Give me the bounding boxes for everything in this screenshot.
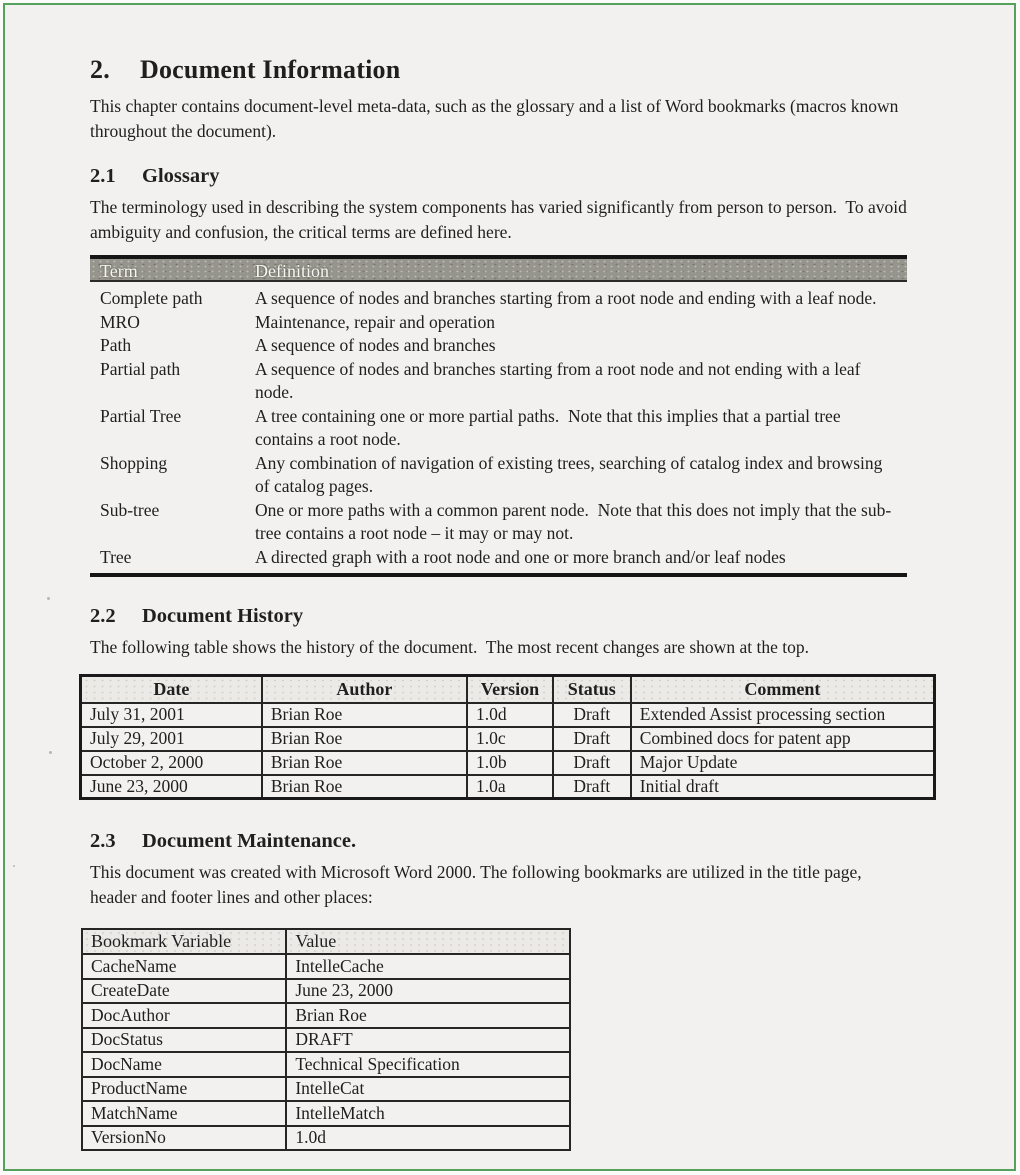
history-comment: Extended Assist processing section [631,703,935,727]
history-title: Document History [142,605,304,627]
history-comment: Major Update [631,751,935,775]
bookmark-row [82,1077,570,1102]
bookmark-header-row [82,929,570,954]
glossary-number: 2.1 [90,165,116,187]
bookmark-row [82,1028,570,1053]
maintenance-title: Document Maintenance. [142,830,357,852]
history-version: 1.0a [467,775,553,799]
glossary-term: Shopping [100,452,168,473]
glossary-row [90,452,907,499]
history-version: 1.0b [467,751,553,775]
bookmark-value: IntelleCat [286,1077,570,1102]
glossary-row [90,334,907,358]
bookmark-col-variable: Bookmark Variable [82,929,286,954]
scanned-page [3,3,1016,1171]
glossary-term: Partial Tree [100,405,182,426]
chapter-heading [90,55,924,85]
bookmark-value: 1.0d [286,1126,570,1151]
bookmark-row [82,954,570,979]
glossary-term: Sub-tree [100,499,160,520]
maintenance-heading [90,830,924,853]
glossary-row [90,405,907,452]
bookmark-row [82,1126,570,1151]
history-row [81,727,935,751]
glossary-table [90,255,907,577]
history-date: October 2, 2000 [81,751,262,775]
glossary-term: Path [100,335,132,355]
history-author: Brian Roe [262,751,467,775]
history-row [81,775,935,799]
history-intro: The following table shows the history of the document. The most recent changes are shown at the top. [90,637,809,657]
glossary-row [90,546,907,570]
bookmark-value: June 23, 2000 [286,979,570,1004]
history-header-row [81,676,935,703]
bookmark-row [82,1052,570,1077]
bookmark-row [82,979,570,1004]
glossary-header-definition: Definition [255,261,329,281]
chapter-title: Document Information [140,55,401,84]
glossary-row [90,358,907,405]
bookmark-variable: DocStatus [82,1028,286,1053]
history-date: July 29, 2001 [81,727,262,751]
bookmark-variable: CacheName [82,954,286,979]
history-author: Brian Roe [262,703,467,727]
history-col-author: Author [262,676,467,703]
glossary-row [90,311,907,335]
history-version: 1.0d [467,703,553,727]
glossary-definition: A sequence of nodes and branches starting from a root node and not ending with a leaf node. [255,358,865,402]
history-status: Draft [553,775,631,799]
glossary-row [90,499,907,546]
history-row [81,751,935,775]
bookmark-variable: DocName [82,1052,286,1077]
glossary-row [90,287,907,311]
bookmark-col-value: Value [286,929,570,954]
glossary-definition: A tree containing one or more partial paths. Note that this implies that a partial tree contains a root node. [255,405,845,449]
history-status: Draft [553,751,631,775]
chapter-number: 2. [90,55,110,84]
glossary-definition: A sequence of nodes and branches [255,335,496,355]
history-comment: Combined docs for patent app [631,727,935,751]
bookmark-variable: CreateDate [82,979,286,1004]
glossary-body [90,282,907,577]
history-number: 2.2 [90,605,116,627]
history-col-comment: Comment [631,676,935,703]
history-status: Draft [553,703,631,727]
maintenance-intro: This document was created with Microsoft Word 2000. The following bookmarks are utilized in the title page, header and footer lines and other places: [90,862,867,907]
bookmark-table [81,928,571,1151]
glossary-term: MRO [100,311,140,332]
bookmark-variable: MatchName [82,1101,286,1126]
glossary-definition: A sequence of nodes and branches starting from a root node and ending with a leaf node. [255,288,877,308]
glossary-definition: A directed graph with a root node and one or more branch and/or leaf nodes [255,546,786,567]
bookmark-value: IntelleCache [286,954,570,979]
history-row [81,703,935,727]
history-date: July 31, 2001 [81,703,262,727]
history-col-date: Date [81,676,262,703]
bookmark-variable: DocAuthor [82,1003,286,1028]
bookmark-variable: ProductName [82,1077,286,1102]
bookmark-row [82,1003,570,1028]
bookmark-row [82,1101,570,1126]
history-status: Draft [553,727,631,751]
glossary-header-term: Term [100,261,138,281]
glossary-title: Glossary [142,165,220,187]
glossary-header-row [90,255,907,282]
history-version: 1.0c [467,727,553,751]
history-col-status: Status [553,676,631,703]
glossary-intro: The terminology used in describing the system components has varied significantly from person to person. To avoid ambiguity and confusion, the critical terms are defined here. [90,197,912,242]
history-comment: Initial draft [631,775,935,799]
history-col-version: Version [467,676,553,703]
history-author: Brian Roe [262,727,467,751]
history-date: June 23, 2000 [81,775,262,799]
glossary-heading [90,165,924,188]
bookmark-value: Technical Specification [286,1052,570,1077]
bookmark-value: Brian Roe [286,1003,570,1028]
history-heading [90,605,924,628]
glossary-definition: Any combination of navigation of existing trees, searching of catalog index and browsing of catalog pages. [255,452,887,496]
history-author: Brian Roe [262,775,467,799]
maintenance-number: 2.3 [90,830,116,852]
page-content [5,5,1014,1171]
bookmark-value: DRAFT [286,1028,570,1053]
chapter-intro: This chapter contains document-level meta-data, such as the glossary and a list of Word bookmarks (macros known throughout the document). [90,96,903,141]
glossary-definition: One or more paths with a common parent node. Note that this does not imply that the sub-tree contains a root node – it may or may not. [255,499,892,543]
bookmark-variable: VersionNo [82,1126,286,1151]
glossary-term: Complete path [100,288,203,308]
glossary-definition: Maintenance, repair and operation [255,311,496,332]
glossary-term: Tree [100,546,132,567]
glossary-term: Partial path [100,358,181,379]
bookmark-value: IntelleMatch [286,1101,570,1126]
history-table [79,674,936,800]
